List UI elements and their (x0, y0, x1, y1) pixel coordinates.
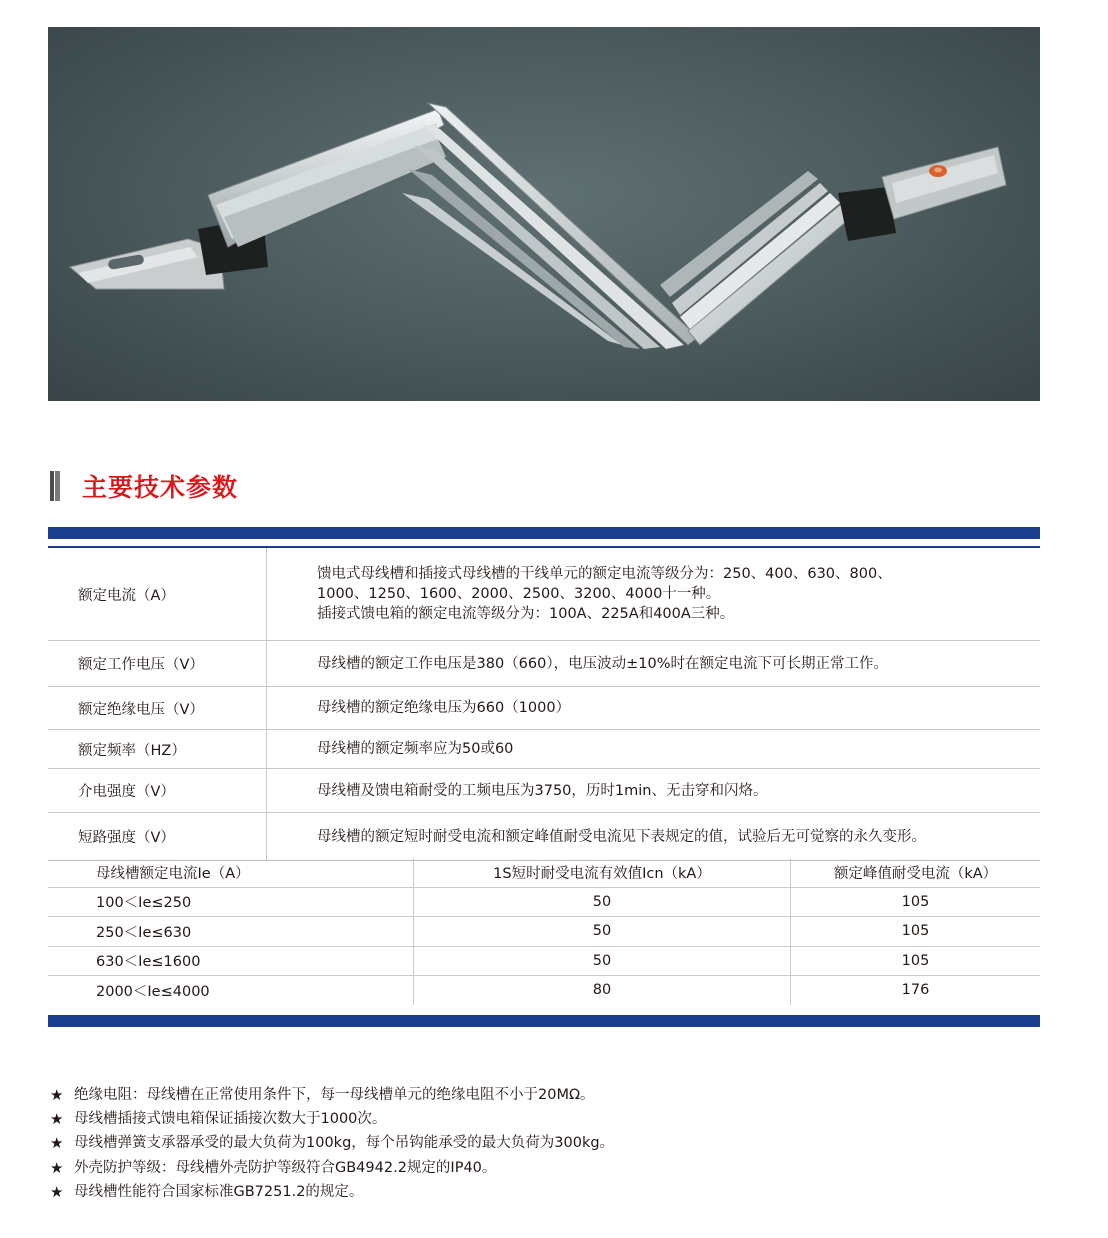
list-item (50, 1180, 614, 1204)
short-circuit-table (48, 858, 1040, 1005)
param-value (267, 548, 1041, 641)
params-row (48, 730, 1040, 769)
param-key: 短路强度（V） (48, 813, 267, 861)
bottom-band (48, 1015, 1040, 1027)
table-cell: 50 (414, 887, 791, 917)
param-key: 额定工作电压（V） (48, 641, 267, 687)
note-text: 母线槽插接式馈电箱保证插接次数大于1000次。 (74, 1111, 387, 1128)
param-value: 母线槽的额定工作电压是380（660），电压波动±10%时在额定电流下可长期正常工作。 (267, 641, 1041, 687)
table-row (48, 976, 1040, 1005)
param-key: 额定绝缘电压（V） (48, 687, 267, 730)
table-cell: 105 (791, 917, 1041, 947)
table-cell: 80 (414, 976, 791, 1005)
table-cell: 50 (414, 946, 791, 976)
top-band (48, 527, 1040, 539)
star-icon: ★ (50, 1110, 64, 1129)
param-key: 额定电流（A） (48, 548, 267, 641)
param-value: 母线槽的额定短时耐受电流和额定峰值耐受电流见下表规定的值，试验后无可觉察的永久变形。 (267, 813, 1041, 861)
params-row (48, 813, 1040, 861)
params-row (48, 548, 1040, 641)
param-key: 介电强度（V） (48, 769, 267, 813)
table-cell: 50 (414, 917, 791, 947)
list-item (50, 1107, 614, 1131)
table-cell: 105 (791, 887, 1041, 917)
note-text: 母线槽性能符合国家标准GB7251.2的规定。 (74, 1183, 364, 1200)
busway-photo (48, 27, 1040, 401)
param-value: 母线槽的额定频率应为50或60 (267, 730, 1041, 769)
table-cell: 250＜Ie≤630 (48, 917, 414, 947)
table-row (48, 887, 1040, 917)
params-table (48, 548, 1040, 861)
star-icon: ★ (50, 1182, 64, 1201)
table-cell: 630＜Ie≤1600 (48, 946, 414, 976)
column-header: 额定峰值耐受电流（kA） (791, 858, 1041, 887)
param-line: 1000、1250、1600、2000、2500、3200、4000十一种。 (317, 586, 721, 602)
star-icon: ★ (50, 1134, 64, 1153)
params-row (48, 769, 1040, 813)
params-row (48, 687, 1040, 730)
title-marker (50, 471, 60, 501)
section-heading (50, 468, 238, 504)
table-row (48, 946, 1040, 976)
list-item (50, 1083, 614, 1107)
right-terminal (882, 147, 1006, 219)
star-icon: ★ (50, 1086, 64, 1104)
param-line: 插接式馈电箱的额定电流等级分为：100A、225A和400A三种。 (317, 606, 735, 622)
param-line: 馈电式母线槽和插接式母线槽的干线单元的额定电流等级分为：250、400、630、800、 (317, 566, 892, 582)
notes-list (50, 1083, 614, 1204)
busway-illustration (48, 27, 1040, 401)
table-row (48, 917, 1040, 947)
table-cell: 2000＜Ie≤4000 (48, 976, 414, 1005)
note-text: 绝缘电阻：母线槽在正常使用条件下，每一母线槽单元的绝缘电阻不小于20MΩ。 (74, 1087, 595, 1103)
param-value: 母线槽的额定绝缘电压为660（1000） (267, 687, 1041, 730)
table-cell: 176 (901, 982, 930, 999)
column-header: 母线槽额定电流Ie（A） (48, 858, 414, 887)
note-text: 外壳防护等级：母线槽外壳防护等级符合GB4942.2规定的IP40。 (74, 1159, 497, 1176)
section-title: 主要技术参数 (82, 473, 239, 502)
table-cell: 105 (791, 946, 1041, 976)
param-key: 额定频率（HZ） (48, 730, 267, 769)
column-header: 1S短时耐受电流有效值Icn（kA） (414, 858, 791, 887)
note-text: 母线槽弹簧支承器承受的最大负荷为100kg，每个吊钩能承受的最大负荷为300kg。 (74, 1135, 615, 1152)
params-row (48, 641, 1040, 687)
param-value: 母线槽及馈电箱耐受的工频电压为3750，历时1min、无击穿和闪烙。 (267, 769, 1041, 813)
list-item (50, 1156, 614, 1180)
star-icon: ★ (50, 1158, 64, 1177)
table-cell: 100＜Ie≤250 (48, 887, 414, 917)
left-terminal (70, 239, 224, 289)
table-header-row (48, 858, 1040, 887)
list-item (50, 1131, 614, 1155)
